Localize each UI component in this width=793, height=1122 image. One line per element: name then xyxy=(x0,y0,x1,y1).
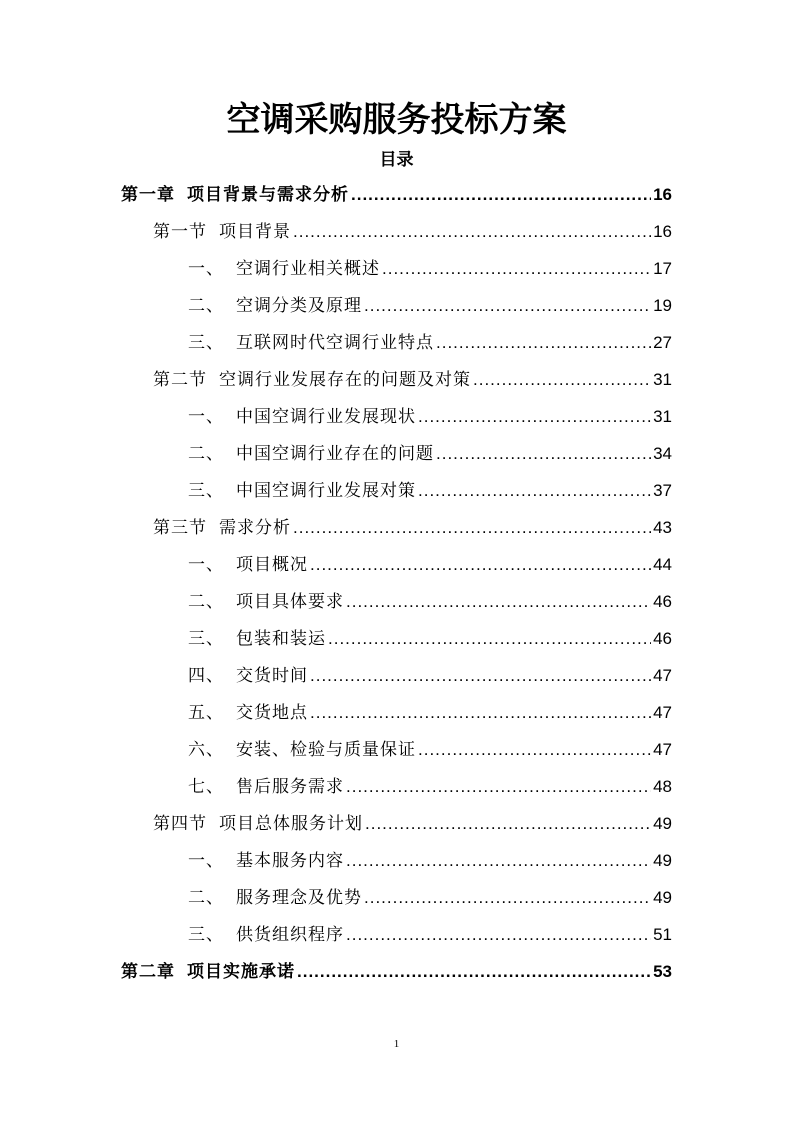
toc-entry-label: 包装和装运 xyxy=(236,629,326,649)
dot-leader xyxy=(436,435,651,472)
toc-entry-page: 27 xyxy=(653,333,672,352)
toc-entry-prefix: 七、 xyxy=(188,777,224,797)
toc-entry-subsection[interactable] xyxy=(188,657,672,694)
toc-entry-prefix: 第一节 xyxy=(153,222,207,242)
toc-entry-page: 31 xyxy=(653,407,672,426)
toc-entry-page: 44 xyxy=(653,555,672,574)
toc-entry-prefix: 一、 xyxy=(188,407,224,427)
toc-entry-prefix: 第二章 xyxy=(121,962,175,982)
toc-entry-page: 43 xyxy=(653,518,672,537)
toc-entry-prefix: 三、 xyxy=(188,629,224,649)
toc-entry-chapter[interactable] xyxy=(121,953,672,990)
toc-entry-chapter[interactable] xyxy=(121,176,672,213)
dot-leader xyxy=(365,805,651,842)
toc-entry-page: 49 xyxy=(653,851,672,870)
toc-entry-subsection[interactable] xyxy=(188,583,672,620)
dot-leader xyxy=(310,546,651,583)
document-title: 空调采购服务投标方案 xyxy=(226,100,567,140)
toc-entry-page: 49 xyxy=(653,814,672,833)
toc-entry-section[interactable] xyxy=(153,805,672,842)
toc-entry-label: 中国空调行业发展现状 xyxy=(236,407,416,427)
toc-entry-label: 空调分类及原理 xyxy=(236,296,362,316)
toc-entry-label: 互联网时代空调行业特点 xyxy=(236,333,434,353)
toc-entry-label: 服务理念及优势 xyxy=(236,888,362,908)
toc-entry-subsection[interactable] xyxy=(188,546,672,583)
toc-entry-page: 47 xyxy=(653,703,672,722)
dot-leader xyxy=(436,324,651,361)
toc-entry-subsection[interactable] xyxy=(188,916,672,953)
toc-entry-subsection[interactable] xyxy=(188,472,672,509)
toc-entry-prefix: 四、 xyxy=(188,666,224,686)
toc-entry-subsection[interactable] xyxy=(188,324,672,361)
dot-leader xyxy=(293,509,651,546)
toc-entry-subsection[interactable] xyxy=(188,694,672,731)
toc-entry-section[interactable] xyxy=(153,509,672,546)
toc-entry-subsection[interactable] xyxy=(188,287,672,324)
dot-leader xyxy=(418,398,651,435)
toc-entry-page: 31 xyxy=(653,370,672,389)
toc-entry-subsection[interactable] xyxy=(188,768,672,805)
toc-entry-label: 空调行业相关概述 xyxy=(236,259,380,279)
toc-entry-label: 中国空调行业存在的问题 xyxy=(236,444,434,464)
toc-entry-prefix: 一、 xyxy=(188,555,224,575)
toc-entry-prefix: 三、 xyxy=(188,481,224,501)
toc-entry-page: 51 xyxy=(653,925,672,944)
toc-entry-label: 基本服务内容 xyxy=(236,851,344,871)
dot-leader xyxy=(346,768,651,805)
dot-leader xyxy=(297,953,651,990)
toc-entry-label: 项目背景 xyxy=(219,222,291,242)
toc-entry-prefix: 二、 xyxy=(188,444,224,464)
toc-entry-prefix: 一、 xyxy=(188,851,224,871)
dot-leader xyxy=(364,287,651,324)
dot-leader xyxy=(418,731,651,768)
toc-entry-prefix: 第二节 xyxy=(153,370,207,390)
toc-entry-subsection[interactable] xyxy=(188,435,672,472)
dot-leader xyxy=(346,583,651,620)
toc-entry-prefix: 三、 xyxy=(188,925,224,945)
dot-leader xyxy=(418,472,651,509)
toc-entry-page: 49 xyxy=(653,888,672,907)
toc-entry-page: 16 xyxy=(653,222,672,241)
dot-leader xyxy=(293,213,651,250)
dot-leader xyxy=(346,916,651,953)
toc-entry-prefix: 第三节 xyxy=(153,518,207,538)
toc-entry-subsection[interactable] xyxy=(188,879,672,916)
toc-entry-page: 19 xyxy=(653,296,672,315)
toc-entry-prefix: 第一章 xyxy=(121,185,175,205)
toc-entry-prefix: 二、 xyxy=(188,592,224,612)
toc-entry-section[interactable] xyxy=(153,361,672,398)
toc-entry-page: 16 xyxy=(653,185,672,204)
toc-entry-page: 48 xyxy=(653,777,672,796)
toc-entry-label: 项目背景与需求分析 xyxy=(187,185,349,205)
toc-entry-section[interactable] xyxy=(153,213,672,250)
dot-leader xyxy=(310,694,651,731)
dot-leader xyxy=(351,176,651,213)
toc-entry-page: 53 xyxy=(653,962,672,981)
toc-heading: 目录 xyxy=(379,150,414,170)
toc-entry-subsection[interactable] xyxy=(188,842,672,879)
toc-entry-label: 需求分析 xyxy=(219,518,291,538)
dot-leader xyxy=(310,657,651,694)
toc-entry-prefix: 一、 xyxy=(188,259,224,279)
toc-entry-label: 空调行业发展存在的问题及对策 xyxy=(219,370,471,390)
toc-entry-page: 46 xyxy=(653,592,672,611)
toc-entry-prefix: 五、 xyxy=(188,703,224,723)
toc-entry-label: 项目实施承诺 xyxy=(187,962,295,982)
toc-entry-label: 项目概况 xyxy=(236,555,308,575)
toc-entry-label: 项目具体要求 xyxy=(236,592,344,612)
page-number: 1 xyxy=(393,1038,400,1050)
toc-entry-page: 37 xyxy=(653,481,672,500)
toc-entry-prefix: 六、 xyxy=(188,740,224,760)
toc-entry-label: 安装、检验与质量保证 xyxy=(236,740,416,760)
toc-entry-subsection[interactable] xyxy=(188,620,672,657)
toc-entry-prefix: 二、 xyxy=(188,888,224,908)
toc-entry-subsection[interactable] xyxy=(188,731,672,768)
toc-entry-prefix: 二、 xyxy=(188,296,224,316)
toc-entry-prefix: 三、 xyxy=(188,333,224,353)
dot-leader xyxy=(364,879,651,916)
toc-entry-label: 交货时间 xyxy=(236,666,308,686)
toc-entry-page: 46 xyxy=(653,629,672,648)
toc-entry-label: 售后服务需求 xyxy=(236,777,344,797)
toc-entry-prefix: 第四节 xyxy=(153,814,207,834)
toc-entry-page: 17 xyxy=(653,259,672,278)
toc-entry-page: 47 xyxy=(653,666,672,685)
toc-entry-label: 交货地点 xyxy=(236,703,308,723)
toc-entry-label: 中国空调行业发展对策 xyxy=(236,481,416,501)
toc-entry-subsection[interactable] xyxy=(188,250,672,287)
dot-leader xyxy=(382,250,651,287)
toc-entry-label: 供货组织程序 xyxy=(236,925,344,945)
toc-entry-page: 34 xyxy=(653,444,672,463)
dot-leader xyxy=(328,620,651,657)
toc-entry-subsection[interactable] xyxy=(188,398,672,435)
toc-entry-label: 项目总体服务计划 xyxy=(219,814,363,834)
toc-entry-page: 47 xyxy=(653,740,672,759)
dot-leader xyxy=(473,361,651,398)
dot-leader xyxy=(346,842,651,879)
